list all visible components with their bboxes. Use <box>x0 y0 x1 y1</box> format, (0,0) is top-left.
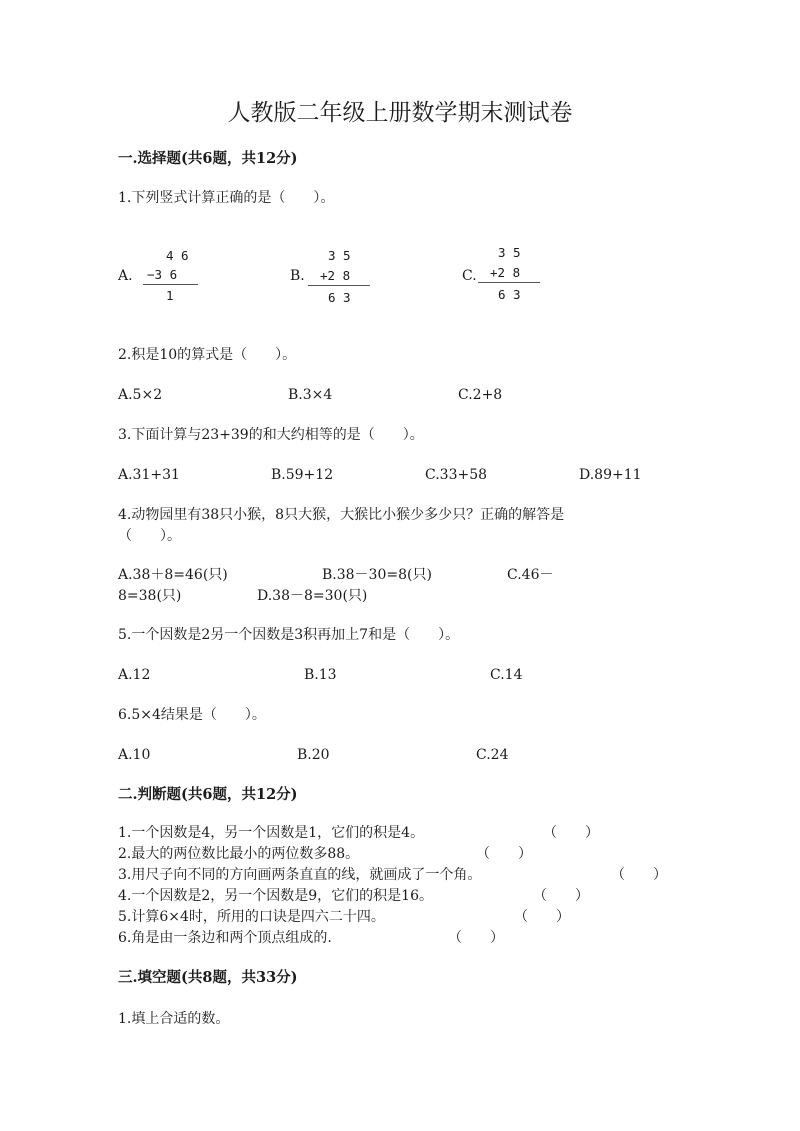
judge-item-4-text: 4.一个因数是2，另一个因数是9，它们的积是16。 <box>118 888 433 904</box>
q6-option-c: C.24 <box>476 747 509 763</box>
judge-item-4-blank[interactable]: （ ） <box>533 888 589 904</box>
q5-option-c: C.14 <box>490 667 523 683</box>
fill-question-1-stem: 1.填上合适的数。 <box>118 1011 230 1027</box>
judge-item-2-blank[interactable]: （ ） <box>476 846 532 862</box>
vertical-calc-line <box>308 285 370 286</box>
vertical-calc-result: 6 3 <box>498 287 521 302</box>
judge-item-3-blank[interactable]: （ ） <box>611 867 667 883</box>
q5-option-a: A.12 <box>118 667 151 683</box>
judge-item-6-text: 6.角是由一条边和两个顶点组成的. <box>118 930 332 946</box>
vertical-calc-result: 1 <box>166 288 174 303</box>
question-2-stem: 2.积是10的算式是（ ）。 <box>118 347 297 363</box>
q2-option-a: A.5×2 <box>118 387 163 403</box>
q3-option-b: B.59+12 <box>271 467 334 483</box>
question-5-stem: 5.一个因数是2另一个因数是3积再加上7和是（ ）。 <box>118 627 460 643</box>
q4-option-c-part2: 8=38(只) <box>118 588 182 604</box>
question-4-stem-line2: （ ）。 <box>118 528 181 544</box>
judge-item-6-blank[interactable]: （ ） <box>448 930 504 946</box>
judge-item-3-text: 3.用尺子向不同的方向画两条直直的线，就画成了一个角。 <box>118 867 482 883</box>
q6-option-a: A.10 <box>118 747 151 763</box>
question-1-stem: 1.下列竖式计算正确的是（ ）。 <box>118 190 335 206</box>
q4-option-c-part1: C.46－ <box>507 567 554 583</box>
vertical-calc-line <box>143 284 198 285</box>
vertical-calc-operand: +2 8 <box>320 268 351 283</box>
q4-option-a: A.38＋8=46(只) <box>118 567 228 583</box>
vertical-calc-top: 3 5 <box>498 245 521 260</box>
q4-option-d: D.38－8=30(只) <box>257 588 368 604</box>
judge-item-5-blank[interactable]: （ ） <box>514 909 570 925</box>
vertical-calc-line <box>478 282 540 283</box>
option-label: B. <box>290 268 305 284</box>
judge-item-1-text: 1.一个因数是4，另一个因数是1，它们的积是4。 <box>118 825 425 841</box>
vertical-calc-top: 3 5 <box>328 248 351 263</box>
page-title: 人教版二年级上册数学期末测试卷 <box>227 100 573 126</box>
vertical-calc-top: 4 6 <box>166 248 189 263</box>
vertical-calc-operand: +2 8 <box>490 265 521 280</box>
vertical-calc-operand: −3 6 <box>147 267 178 282</box>
section-heading-fill: 三.填空题(共8题，共33分) <box>118 969 298 986</box>
q3-option-a: A.31+31 <box>118 467 180 483</box>
q5-option-b: B.13 <box>304 667 337 683</box>
q3-option-c: C.33+58 <box>425 467 488 483</box>
vertical-calc-result: 6 3 <box>328 290 351 305</box>
q2-option-b: B.3×4 <box>288 387 333 403</box>
question-3-stem: 3.下面计算与23+39的和大约相等的是（ ）。 <box>118 427 424 443</box>
judge-item-1-blank[interactable]: （ ） <box>543 825 599 841</box>
q2-option-c: C.2+8 <box>458 387 503 403</box>
judge-item-2-text: 2.最大的两位数比最小的两位数多88。 <box>118 846 360 862</box>
question-6-stem: 6.5×4结果是（ ）。 <box>118 707 266 723</box>
question-4-stem-line1: 4.动物园里有38只小猴，8只大猴，大猴比小猴少多少只？正确的解答是 <box>118 507 565 523</box>
judge-item-5-text: 5.计算6×4时，所用的口诀是四六二十四。 <box>118 909 385 925</box>
option-label: A. <box>118 268 133 284</box>
option-label: C. <box>462 268 477 284</box>
section-heading-judge: 二.判断题(共6题，共12分) <box>118 786 298 803</box>
section-heading-choice: 一.选择题(共6题，共12分) <box>118 150 298 167</box>
q6-option-b: B.20 <box>297 747 330 763</box>
q3-option-d: D.89+11 <box>579 467 642 483</box>
q4-option-b: B.38－30=8(只) <box>322 567 432 583</box>
